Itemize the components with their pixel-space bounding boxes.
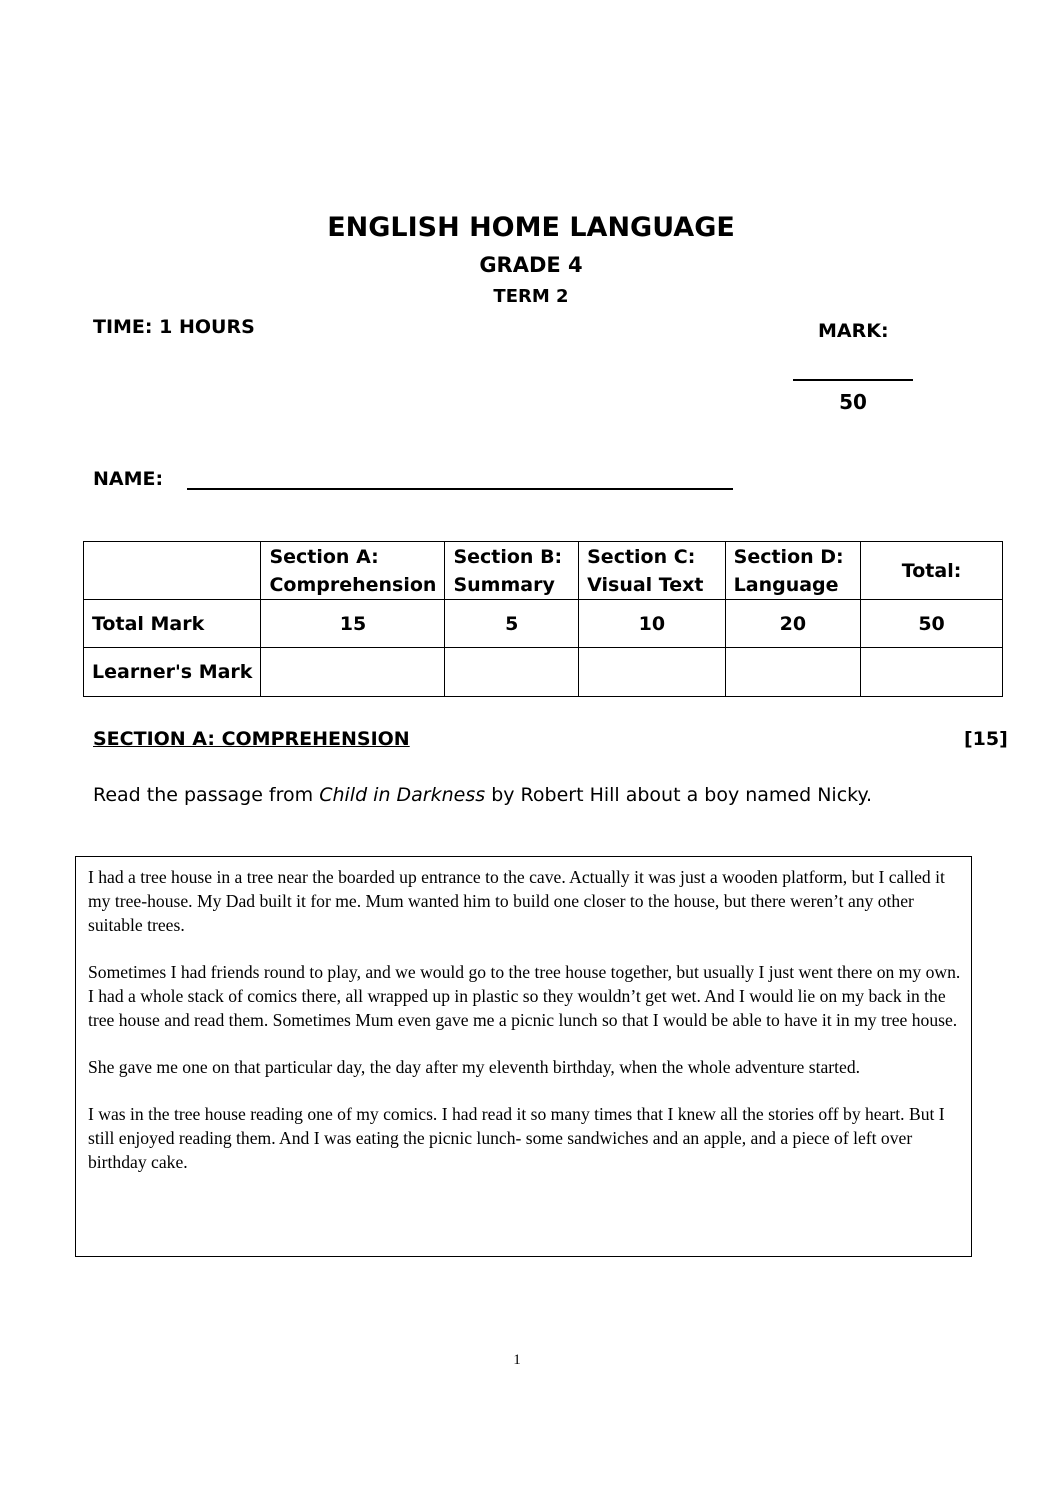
book-title: Child in Darkness	[319, 784, 486, 806]
empty-mark-cell[interactable]	[579, 648, 726, 697]
mark-total: 50	[839, 390, 867, 414]
empty-mark-cell[interactable]	[861, 648, 1003, 697]
passage-paragraph: She gave me one on that particular day, the day after my eleventh birthday, when the whole adventure started.	[88, 1057, 861, 1077]
section-heading: SECTION A: COMPREHENSION	[93, 728, 410, 750]
name-label: NAME:	[93, 468, 164, 490]
table-header-row	[84, 542, 1003, 600]
passage-box	[75, 856, 972, 1257]
row-label: Total Mark	[84, 600, 261, 648]
marks-table	[83, 541, 1003, 697]
passage-paragraph: I was in the tree house reading one of my comics. I had read it so many times that I knew all the stories off by heart. But I still enjoyed reading them. And I was eating the picnic lunch- some sandwiches and an apple, and a piece of left over birthday cake.	[88, 1104, 945, 1172]
table-header-cell: Section C: Visual Text	[579, 542, 726, 600]
table-header-cell: Total:	[861, 542, 1003, 600]
table-cell: 50	[861, 600, 1003, 648]
grade-label: GRADE 4	[479, 253, 583, 277]
empty-mark-cell[interactable]	[445, 648, 579, 697]
name-blank-line	[187, 488, 733, 490]
table-cell: 15	[261, 600, 445, 648]
table-header-cell: Section A: Comprehension	[261, 542, 445, 600]
empty-mark-cell[interactable]	[261, 648, 445, 697]
table-row	[84, 600, 1003, 648]
passage-intro: Read the passage from Child in Darkness by Robert Hill about a boy named Nicky.	[93, 784, 873, 806]
term-label: TERM 2	[493, 286, 569, 307]
passage-paragraph: Sometimes I had friends round to play, and we would go to the tree house together, but usually I just went there on my own. I had a whole stack of comics there, all wrapped up in plastic so they wouldn’t get wet. And I would lie on my back in the tree house and read them. Sometimes Mum even gave me a picnic lunch so that I would be able to have it in my tree house.	[88, 962, 961, 1030]
mark-blank-line	[793, 379, 913, 381]
document-title: ENGLISH HOME LANGUAGE	[327, 212, 735, 243]
table-corner-cell	[84, 542, 261, 600]
time-label: TIME: 1 HOURS	[93, 316, 255, 338]
table-cell: 20	[725, 600, 860, 648]
table-row	[84, 648, 1003, 697]
mark-label: MARK:	[818, 320, 889, 342]
empty-mark-cell[interactable]	[725, 648, 860, 697]
table-cell: 10	[579, 600, 726, 648]
row-label: Learner's Mark	[84, 648, 261, 697]
table-cell: 5	[445, 600, 579, 648]
passage-paragraph: I had a tree house in a tree near the boarded up entrance to the cave. Actually it was just a wooden platform, but I called it my tree-house. My Dad built it for me. Mum wanted him to build one closer to the house, but there weren’t any other suitable trees.	[88, 867, 945, 935]
table-header-cell: Section B: Summary	[445, 542, 579, 600]
table-header-cell: Section D: Language	[725, 542, 860, 600]
page-number: 1	[513, 1352, 521, 1368]
section-mark: [15]	[964, 728, 1008, 750]
